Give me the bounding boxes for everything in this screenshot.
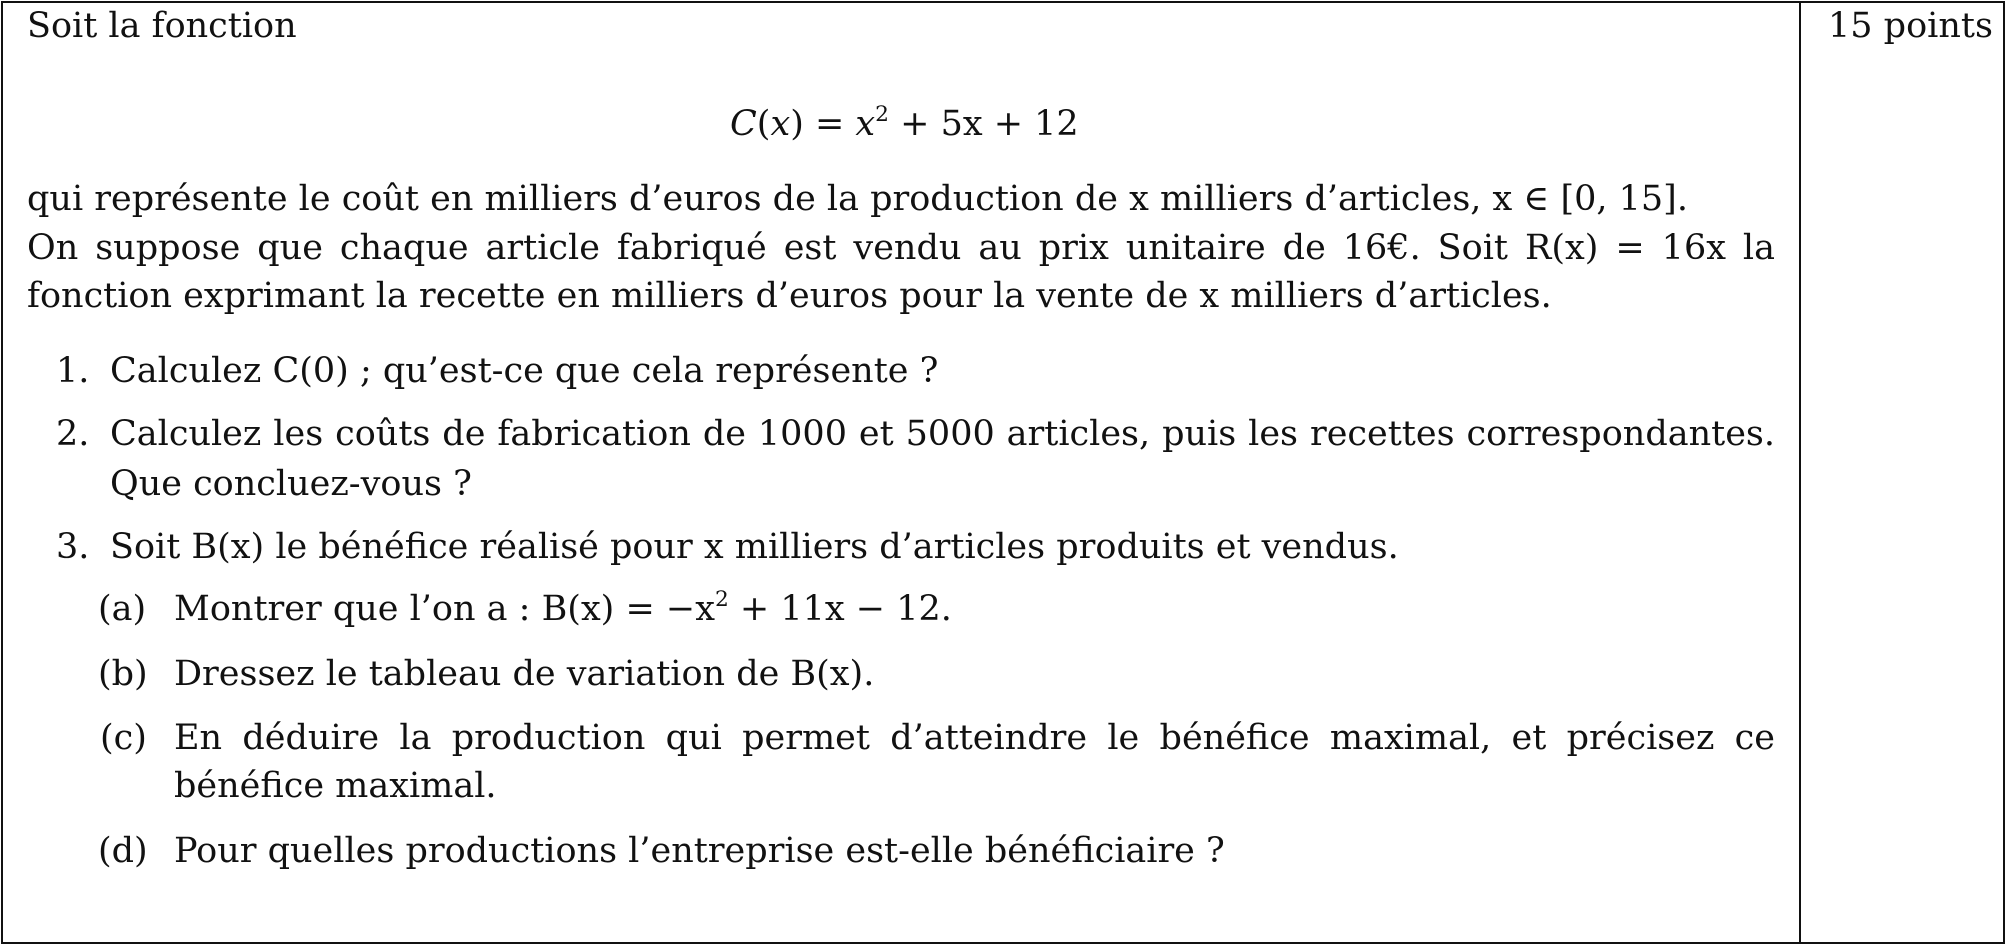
subquestion-c-line-2: bénéfice maximal. [174, 766, 497, 806]
function-name: C [730, 104, 757, 144]
question-number: 1. [56, 351, 90, 391]
function-exponent: 2 [875, 101, 889, 127]
subquestion-label: (d) [98, 831, 148, 871]
subquestion-label: (b) [98, 654, 148, 694]
intro-text: Soit la fonction [27, 6, 297, 46]
function-var: x [855, 104, 876, 144]
paragraph-line-2: On suppose que chaque article fabriqué est vendu au prix unitaire de 16€. Soit R(x) = 16x la [27, 228, 1775, 268]
question-1-text: Calculez C(0) ; qu’est-ce que cela représente ? [110, 351, 939, 391]
column-divider [1799, 1, 1801, 944]
question-2-line-1: Calculez les coûts de fabrication de 1000 et 5000 articles, puis les recettes correspondantes. [110, 414, 1775, 454]
function-rest: + 5x + 12 [900, 104, 1079, 144]
subquestion-a-text: Montrer que l’on a : $B(x) = -x^2 + 11x - 12$. [174, 586, 952, 629]
question-number: 2. [56, 414, 90, 454]
function-arg: x [770, 104, 791, 144]
question-2-line-2: Que concluez-vous ? [110, 464, 472, 504]
subquestion-b-text: Dressez le tableau de variation de B(x). [174, 654, 875, 694]
subquestion-c-line-1: En déduire la production qui permet d’atteindre le bénéfice maximal, et précisez ce [174, 718, 1775, 758]
paragraph-line-1: qui représente le coût en milliers d’euros de la production de x milliers d’articles, x ∈ [0, 15]. [27, 179, 1688, 219]
cost-function-equation: $C(x) = x^2 + 5x + 12$ [730, 101, 1079, 144]
question-3-text: Soit B(x) le bénéfice réalisé pour x milliers d’articles produits et vendus. [110, 527, 1399, 567]
subquestion-label: (a) [98, 589, 147, 629]
subquestion-label: (c) [100, 718, 147, 758]
paragraph-line-3: fonction exprimant la recette en milliers d’euros pour la vente de x milliers d’articles. [27, 276, 1552, 316]
subquestion-d-text: Pour quelles productions l’entreprise est-elle bénéficiaire ? [174, 831, 1225, 871]
points-label: 15 points [1828, 6, 1993, 46]
question-number: 3. [56, 527, 90, 567]
